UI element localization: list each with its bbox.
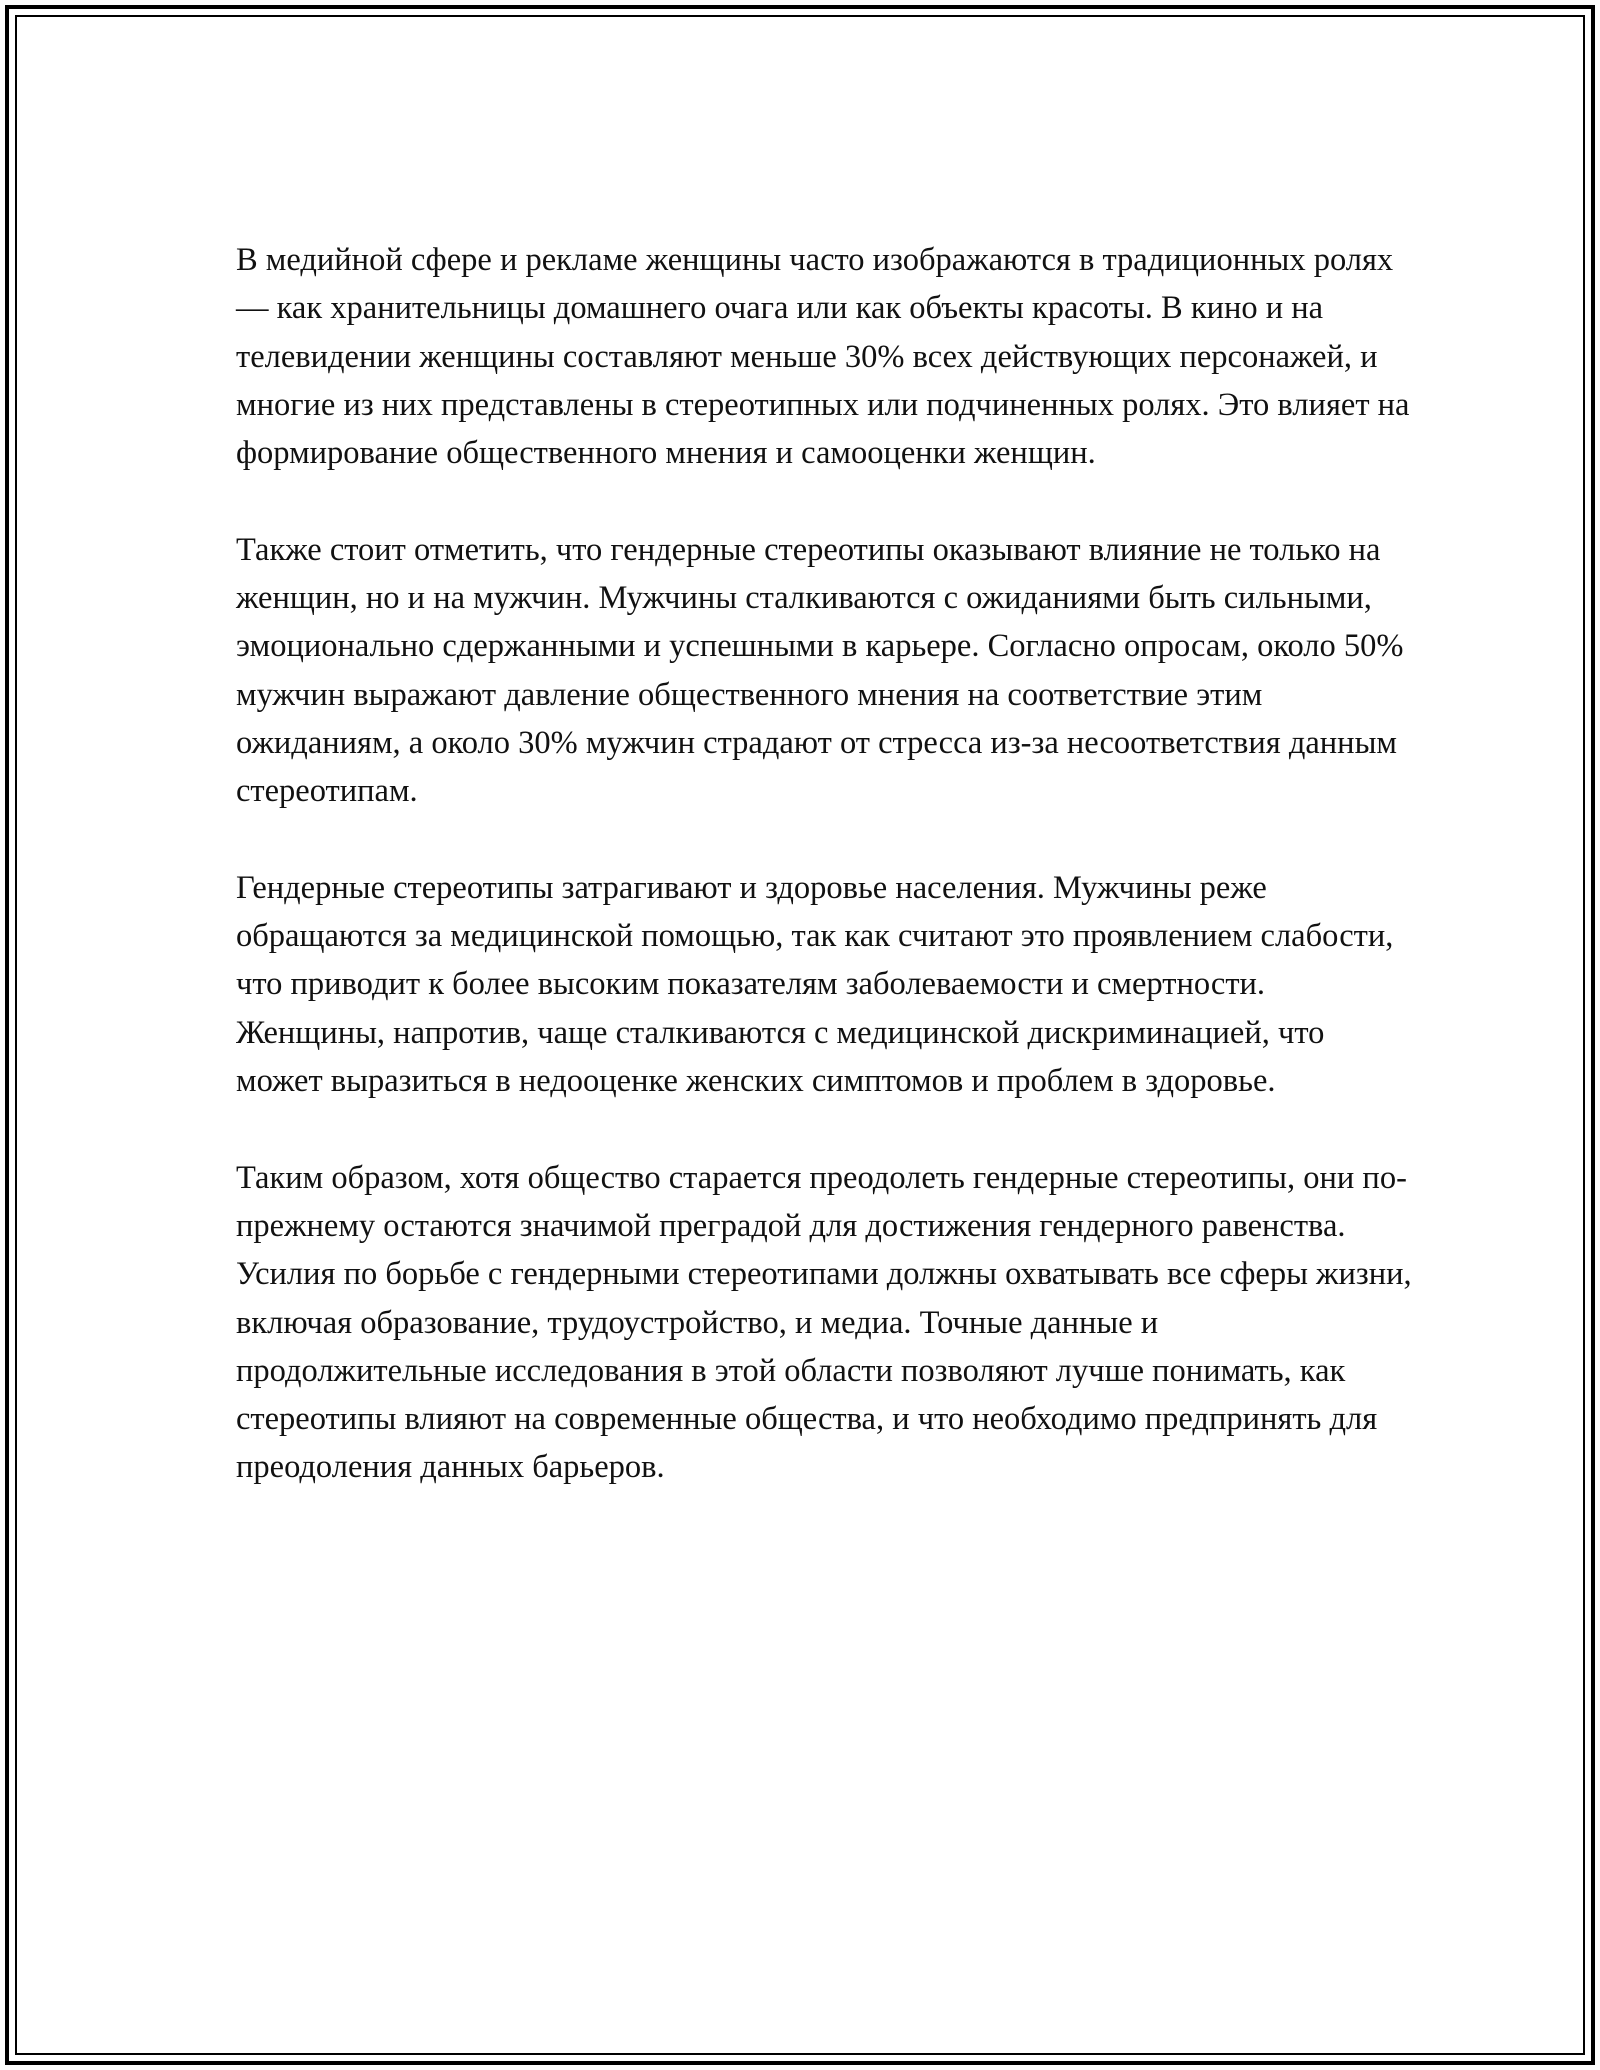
paragraph-conclusion: Таким образом, хотя общество старается преодолеть гендерные стереотипы, они по-прежнему остаются значимой преградой для достижения гендерного равенства. Усилия по борьбе с гендерными стереотипами должны охватывать все сферы жизни, включая образование, трудоустройство, и медиа. Точные данные и продолжительные исследования в этой области позволяют лучше понимать, как стереотипы влияют на современные общества, и что необходимо предпринять для преодоления данных барьеров. — [236, 1159, 1412, 1486]
paragraph-health: Гендерные стереотипы затрагивают и здоровье населения. Мужчины реже обращаются за медицинской помощью, так как считают это проявлением слабости, что приводит к более высоким показателям заболеваемости и смертности. Женщины, напротив, чаще сталкиваются с медицинской дискриминацией, что может выразиться в недооценке женских симптомов и проблем в здоровье. — [236, 869, 1394, 1100]
paragraph-men-stereotypes: Также стоит отметить, что гендерные стереотипы оказывают влияние не только на женщин, но и на мужчин. Мужчины сталкиваются с ожиданиями быть сильными, эмоционально сдержанными и успешными в карьере. Согласно опросам, около 50% мужчин выражают давление общественного мнения на соответствие этим ожиданиям, а около 30% мужчин страдают от стресса из-за несоответствия данным стереотипам. — [236, 531, 1404, 810]
document-body — [236, 236, 1416, 1540]
paragraph-media-stereotypes: В медийной сфере и рекламе женщины часто изображаются в традиционных ролях — как хранительницы домашнего очага или как объекты красоты. В кино и на телевидении женщины составляют меньше 30% всех действующих персонажей, и многие из них представлены в стереотипных или подчиненных ролях. Это влияет на формирование общественного мнения и самооценки женщин. — [236, 242, 1410, 472]
